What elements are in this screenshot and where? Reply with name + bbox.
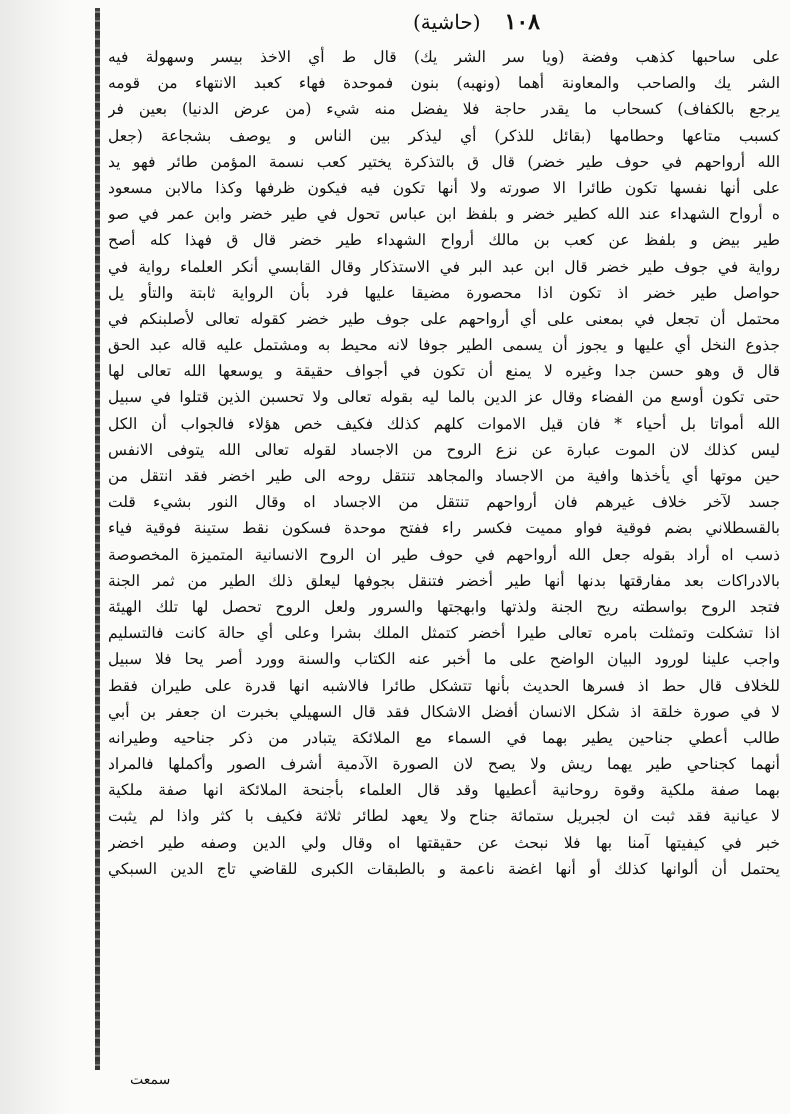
text-line: يحتمل أن ألوانها كذلك أو أنها اغضة ناعمة و بالطبقات الكبرى للقاضي تاج الدين السبكي <box>108 859 780 878</box>
margin-rule <box>95 8 100 1070</box>
catchword: سمعت <box>130 1072 171 1088</box>
text-line: بالقسطلاني بضم فوقية فواو مميت فكسر راء ففتح موحدة فسكون نقط ستينة فوقية فياء <box>108 519 780 538</box>
text-line: الله أرواحهم في حوف طير خضر) قال ق بالتذكرة يختير كعب نسمة المؤمن طائر فهو يد <box>108 152 780 171</box>
text-line: ه أرواح الشهداء عند الله كطير خضر و بلفظ ابن عباس تحول في طير خضر وابن عمر في صو <box>108 205 780 224</box>
text-line: لا عيانية فقد ثبت ان لجبريل ستمائة جناح ولا يعهد لطائر ثلاثة فكيف با كثر واذا لم يثبت <box>108 807 780 826</box>
text-line: ليس كذلك لان الموت عبارة عن نزع الروح من الاجساد لقوله تعالى الله يتوفى الانفس <box>108 440 780 459</box>
text-line: الله أمواتا بل أحياء * فان قيل الاموات كلهم كذلك فكيف خص هؤلاء فالجواب أن الكل <box>108 414 780 433</box>
page-binding-shadow <box>0 0 70 1114</box>
text-line: كسبب متاعها وحطامها (بقائل للذكر) أي ليذكر بين الناس و يوصف بشجاعة (جعل <box>108 126 780 145</box>
text-line: الشر يك والصاحب والمعاونة أهما (ونهبه) بنون فموحدة فهاء كعبد الانتهاء من قومه <box>108 74 780 93</box>
page-header <box>340 6 540 38</box>
text-line: حين موتها أي يأخذها وافية من الاجساد والمجاهد تنتقل روحه الى طير اخضر فقد انتقل من <box>108 467 780 485</box>
text-line: لا في صورة خلقة اذ شكل الانسان أفضل الاشكال فقد قال السهيلي بخبرت ان جعفر بن أبي <box>108 702 780 721</box>
text-block <box>108 44 780 1066</box>
text-line: أنهما كجناحي طير يهما ريش ولا يصح لان الصورة الآدمية أشرف الصور وأكملها فالمراد <box>108 755 780 774</box>
text-line: رواية في جوف طير خضر قال ابن عبد البر في الاستذكار وقال القابسي أنكر العلماء رواية في <box>108 257 780 276</box>
text-line: بالادراكات بعد مفارقتها بدنها أنها طير أخضر فتنقل بجوفها ليعلق ذلك الطير من ثمر الجنة <box>108 571 780 590</box>
page-number: ١٠٨ <box>504 9 540 35</box>
text-line: فتجد الروح بواسطته ريح الجنة ولذتها وابهجتها والسرور ولعل الروح تحصل لها تلك الهيئة <box>108 597 780 616</box>
text-line: جسد لآخر خلاف غيرهم فان أرواحهم تنتقل من الاجساد اه وقال النور بشيء قلت <box>108 493 780 512</box>
text-line: للخلاف قال حط اذ فسرها الحديث بأنها تتشكل طائرا فالاشبه انها قدرة على طيران فقط <box>108 676 780 695</box>
text-line: طالب أعطي جناحين يطير بهما في السماء مع الملائكة يتبادر من ذكر جناحيه وطيرانه <box>108 728 780 747</box>
text-line: قال ق وهو حسن جدا وغيره لا يمنع أن تكون في أجواف حقيقة و يوسعها الله تعالى لها <box>108 362 780 381</box>
text-line: طير بيض و بلفظ عن كعب بن مالك أرواح الشهداء طير خضر قال ق فهذا كله أصح <box>108 231 780 250</box>
text-line: حواصل طير خضر اذ تكون اذا محصورة مضيقا عليها فرد بأن الرواية ثابتة والتأو يل <box>108 283 780 302</box>
text-line: اذا تشكلت وتمثلت بامره تعالى طيرا أخضر كتمثل الملك بشرا وعلى أي حالة كانت فالتسليم <box>108 624 780 643</box>
text-line: خبر في كيفيتها آمنا بها فلا نبحث عن حقيقتها اه وقال ولي الدين وصفه طير اخضر <box>108 833 780 852</box>
section-title: (حاشية) <box>412 10 481 34</box>
text-line: ذسب اه أراد بقوله جعل الله أرواحهم في حوف طير ان الروح الانسانية المتميزة المخصوصة <box>108 545 780 564</box>
text-line: واجب علينا لورود البيان الواضح على ما أخبر عنه الكتاب والسنة وورد أصر يحا فلا سبيل <box>108 650 780 669</box>
text-line: على ساحبها كذهب وفضة (ويا سر الشر يك) قال ط أي الاخذ بيسر وسهولة فيه <box>108 48 780 66</box>
text-line: يرجع بالكفاف) كسحاب ما يقدر حاجة فلا يفضل منه شيء (من عرض الدنيا) بعين فر <box>108 100 780 119</box>
text-line: جذوع النخل أي عليها و يجوز أن يسمى الطير جوفا لانه محيط به ومشتمل عليه قاله عبد الحق <box>108 336 780 355</box>
text-line: حتى تكون أوسع من الفضاء وقال عز الدين بالما ليه بقوله تعالى ولا تحسبن الذين قتلوا في سبيل <box>108 388 780 407</box>
text-line: على أنها نفسها تكون طائرا الا صورته ولا أنها تكون فيه فيكون ظرفها وكذا مالابن مسعود <box>108 178 780 197</box>
text-line: بهما صفة ملكية وقوة روحانية أعطيها وقد قال العلماء بأجنحة الملائكة انها صفة ملكية <box>108 781 780 800</box>
text-line: محتمل أن تجعل في بمعنى على أي أرواحهم على جوف طير خضر كقوله تعالى لأصلبنكم في <box>108 309 780 328</box>
